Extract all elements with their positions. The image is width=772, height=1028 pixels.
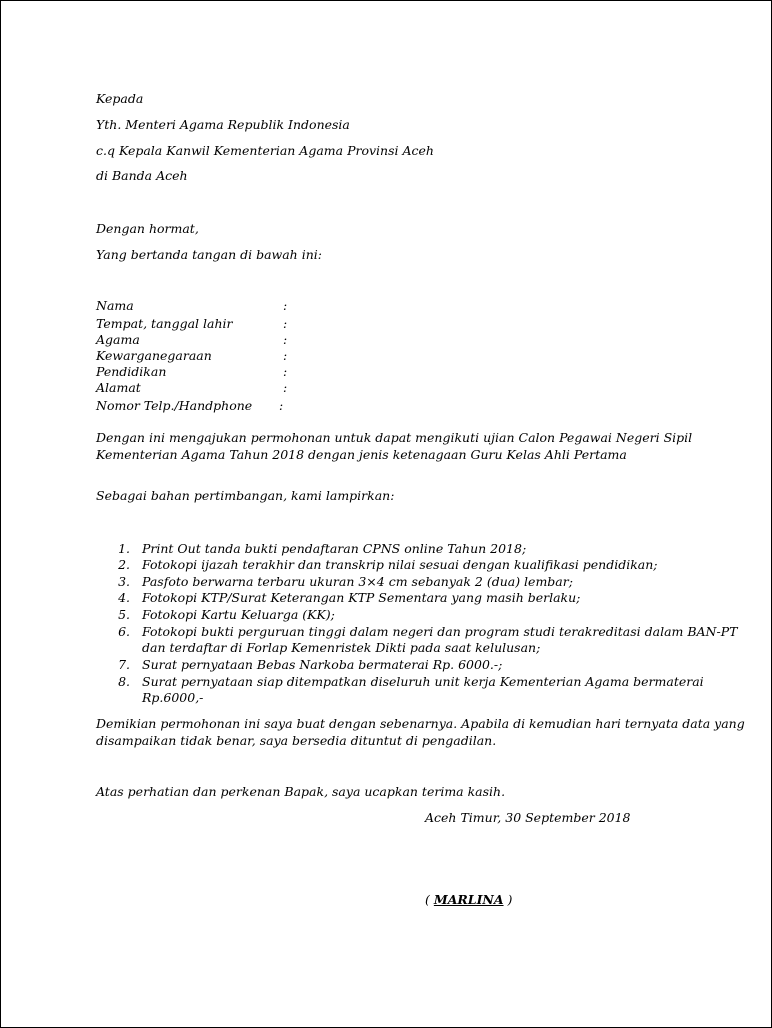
list-item-number: 8. xyxy=(118,674,130,689)
list-item: Fotokopi KTP/Surat Keterangan KTP Sementara yang masih berlaku; xyxy=(142,590,581,605)
closing-line-1: Demikian permohonan ini saya buat dengan sebenarnya. Apabila di kemudian hari ternyata data yang xyxy=(96,716,745,731)
list-item: Print Out tanda bukti pendaftaran CPNS online Tahun 2018; xyxy=(142,541,527,556)
list-item-continuation: Rp.6000,- xyxy=(142,690,204,705)
field-colon: : xyxy=(283,348,288,363)
field-label-alamat: Alamat xyxy=(96,380,141,395)
request-line-1: Dengan ini mengajukan permohonan untuk dapat mengikuti ujian Calon Pegawai Negeri Sipil xyxy=(96,430,693,445)
signature-open-paren: ( xyxy=(425,892,434,907)
list-item: Fotokopi bukti perguruan tinggi dalam negeri dan program studi terakreditasi dalam BAN-PT xyxy=(142,624,738,639)
list-item: Surat pernyataan siap ditempatkan diseluruh unit kerja Kementerian Agama bermaterai xyxy=(142,674,704,689)
list-item-number: 7. xyxy=(118,657,130,672)
field-label-nama: Nama xyxy=(96,298,134,313)
signature-close-paren: ) xyxy=(503,892,513,907)
list-item: Pasfoto berwarna terbaru ukuran 3×4 cm sebanyak 2 (dua) lembar; xyxy=(142,574,573,589)
field-colon: : xyxy=(283,332,288,347)
list-item-number: 4. xyxy=(118,590,130,605)
greeting: Dengan hormat, xyxy=(96,221,199,236)
list-item-number: 2. xyxy=(118,557,130,572)
intro-text: Yang bertanda tangan di bawah ini: xyxy=(96,247,322,262)
field-label-nomor-telp: Nomor Telp./Handphone xyxy=(96,398,253,413)
recipient-line-2: Yth. Menteri Agama Republik Indonesia xyxy=(96,117,350,132)
list-item: Fotokopi ijazah terakhir dan transkrip nilai sesuai dengan kualifikasi pendidikan; xyxy=(142,557,658,572)
list-item: Fotokopi Kartu Keluarga (KK); xyxy=(142,607,335,622)
field-colon: : xyxy=(283,364,288,379)
signature xyxy=(425,892,512,907)
closing-line-2: disampaikan tidak benar, saya bersedia dituntut di pengadilan. xyxy=(96,733,497,748)
request-line-2: Kementerian Agama Tahun 2018 dengan jenis ketenagaan Guru Kelas Ahli Pertama xyxy=(96,447,627,462)
list-item-number: 3. xyxy=(118,574,130,589)
field-label-pendidikan: Pendidikan xyxy=(96,364,167,379)
field-label-kewarganegaraan: Kewarganegaraan xyxy=(96,348,212,363)
field-label-agama: Agama xyxy=(96,332,140,347)
signature-name: MARLINA xyxy=(433,892,504,907)
thanks-text: Atas perhatian dan perkenan Bapak, saya ucapkan terima kasih. xyxy=(96,784,506,799)
list-item: Surat pernyataan Bebas Narkoba bermaterai Rp. 6000.-; xyxy=(142,657,503,672)
place-date: Aceh Timur, 30 September 2018 xyxy=(425,810,631,825)
field-colon: : xyxy=(279,398,284,413)
recipient-line-1: Kepada xyxy=(96,91,144,106)
attachments-intro: Sebagai bahan pertimbangan, kami lampirkan: xyxy=(96,488,395,503)
list-item-number: 5. xyxy=(118,607,130,622)
list-item-number: 6. xyxy=(118,624,130,639)
recipient-line-3: c.q Kepala Kanwil Kementerian Agama Provinsi Aceh xyxy=(96,143,434,158)
field-colon: : xyxy=(283,298,288,313)
list-item-continuation: dan terdaftar di Forlap Kemenristek Dikti pada saat kelulusan; xyxy=(142,640,541,655)
field-colon: : xyxy=(283,316,288,331)
field-label-tempat-tanggal-lahir: Tempat, tanggal lahir xyxy=(96,316,233,331)
recipient-line-4: di Banda Aceh xyxy=(96,168,188,183)
field-colon: : xyxy=(283,380,288,395)
list-item-number: 1. xyxy=(118,541,130,556)
